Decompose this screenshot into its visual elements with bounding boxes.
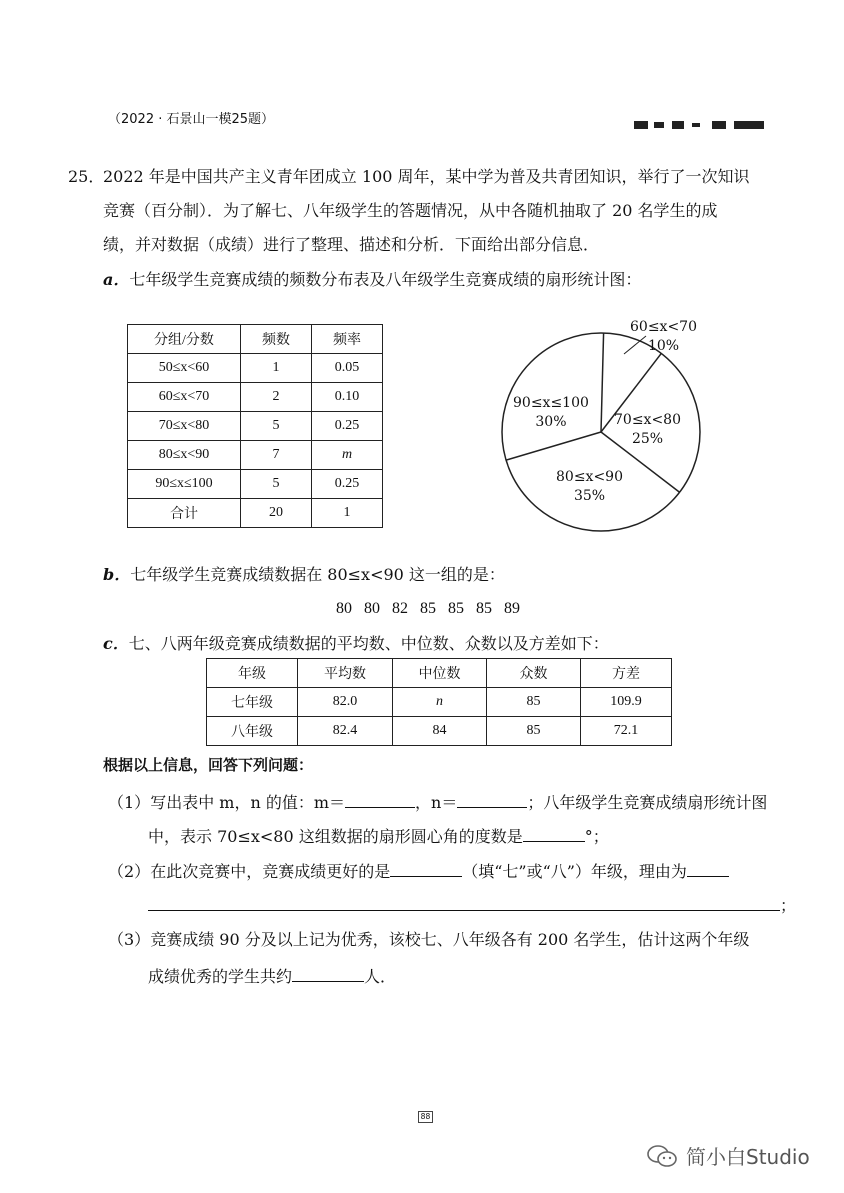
frequency-row [128,383,383,412]
frequency-table-body [128,354,383,528]
part-a-label: a． [103,270,130,289]
statistics-cell: 84 [393,717,487,746]
slice-pct-70-80: 25% [631,431,664,447]
statistics-row [207,717,672,746]
part-b-data: 80 80 82 85 85 85 89 [336,600,520,617]
q3-text-a: 竞赛成绩 90 分及以上记为优秀，该校七、八年级各有 200 名学生，估计这两个年级 [150,930,750,949]
intro-line-3: 绩，并对数据（成绩）进行了整理、描述和分析．下面给出部分信息． [103,235,600,254]
frequency-header-cell: 频数 [241,325,312,354]
statistics-header-cell: 平均数 [298,659,393,688]
q2-reason-blank[interactable] [148,894,780,911]
slice-label-90-100 [513,394,589,432]
slice-pct-60-70: 10% [647,338,680,354]
frequency-cell: 5 [241,412,312,441]
frequency-cell: 60≤x<70 [128,383,241,412]
q1-text-a: 写出表中 m，n 的值：m＝ [150,793,346,812]
slice-label-80-90 [556,468,623,506]
q2-end: ； [780,896,797,915]
slice-range-60-70: 60≤x<70 [630,319,697,335]
q2-number: （2） [108,862,151,881]
q3-text-c: 人． [364,967,397,986]
statistics-cell: 72.1 [581,717,672,746]
frequency-cell: 0.25 [312,412,383,441]
q1-text-b: ，n＝ [415,793,458,812]
q1-text-e: °； [584,827,609,846]
frequency-cell: 1 [312,499,383,528]
watermark-text: 简小白Studio [686,1145,810,1169]
answer-prompt: 根据以上信息，回答下列问题： [103,756,314,774]
part-c-label: c． [103,634,129,653]
statistics-cell: 82.4 [298,717,393,746]
q2-reason-blank-start[interactable] [687,860,729,877]
cropped-header-mark [634,116,768,128]
frequency-cell: 90≤x≤100 [128,470,241,499]
page-number: 88 [418,1111,433,1123]
frequency-cell: 70≤x<80 [128,412,241,441]
slice-leader-line [620,334,650,356]
statistics-cell: 109.9 [581,688,672,717]
frequency-cell: 20 [241,499,312,528]
frequency-cell: 0.25 [312,470,383,499]
part-a-text: 七年级学生竞赛成绩的频数分布表及八年级学生竞赛成绩的扇形统计图： [129,270,642,289]
slice-pct-90-100: 30% [535,414,567,430]
q1-n-blank[interactable] [457,791,527,808]
frequency-cell: 合计 [128,499,241,528]
frequency-row [128,354,383,383]
statistics-row [207,688,672,717]
frequency-cell: 1 [241,354,312,383]
watermark [646,1141,810,1170]
frequency-cell: 0.05 [312,354,383,383]
statistics-table-body [207,688,672,746]
pie-slice-boundary [506,432,601,460]
question-1-cont [148,825,609,847]
slice-range-80-90: 80≤x<90 [556,469,623,485]
q1-text-c: ；八年级学生竞赛成绩扇形统计图 [527,793,768,812]
slice-pct-80-90: 35% [573,488,606,504]
statistics-cell: n [393,688,487,717]
frequency-row [128,499,383,528]
q2-text-b: （填“七”或“八”）年级，理由为 [462,862,687,881]
statistics-table-header [207,659,672,688]
statistics-header-cell: 众数 [487,659,581,688]
question-1 [108,791,767,813]
q1-text-d: 中，表示 70≤x<80 这组数据的扇形圆心角的度数是 [148,827,523,846]
frequency-row [128,441,383,470]
frequency-header-cell: 分组/分数 [128,325,241,354]
statistics-cell: 85 [487,688,581,717]
question-3 [108,930,749,950]
statistics-table [206,658,672,746]
pie-slice-boundary [601,333,604,432]
part-c-text: 七、八两年级竞赛成绩数据的平均数、中位数、众数以及方差如下： [128,634,609,653]
slice-range-90-100: 90≤x≤100 [513,395,589,411]
frequency-table [127,324,383,528]
frequency-cell: 5 [241,470,312,499]
q2-grade-blank[interactable] [390,860,462,877]
q3-number: （3） [108,930,151,949]
statistics-cell: 八年级 [207,717,298,746]
slice-label-70-80 [614,411,681,449]
statistics-cell: 七年级 [207,688,298,717]
frequency-cell: 0.10 [312,383,383,412]
problem-source: （2022 · 石景山一模25题） [108,112,275,127]
intro-line-2: 竞赛（百分制）．为了解七、八年级学生的答题情况，从中各随机抽取了 20 名学生的成 [103,201,718,220]
question-2-cont [148,894,796,916]
part-a [103,270,641,290]
statistics-header-cell: 方差 [581,659,672,688]
frequency-row [128,470,383,499]
frequency-cell: 50≤x<60 [128,354,241,383]
frequency-cell: 2 [241,383,312,412]
part-b [103,565,505,585]
wechat-icon [646,1143,678,1169]
slice-range-70-80: 70≤x<80 [614,412,681,428]
part-b-label: b． [103,565,131,584]
q1-angle-blank[interactable] [523,825,585,842]
frequency-table-header [128,325,383,354]
q3-count-blank[interactable] [292,965,364,982]
q1-m-blank[interactable] [345,791,415,808]
part-b-text: 七年级学生竞赛成绩数据在 80≤x<90 这一组的是： [130,565,505,584]
question-3-cont [148,965,396,987]
frequency-cell: m [312,441,383,470]
q2-text-a: 在此次竞赛中，竞赛成绩更好的是 [150,862,391,881]
problem-number: 25． [68,167,105,186]
frequency-header-cell: 频率 [312,325,383,354]
statistics-header-cell: 年级 [207,659,298,688]
q3-text-b: 成绩优秀的学生共约 [148,967,293,986]
question-2 [108,860,729,882]
statistics-cell: 85 [487,717,581,746]
part-c [103,634,609,654]
frequency-cell: 80≤x<90 [128,441,241,470]
frequency-cell: 7 [241,441,312,470]
statistics-header-cell: 中位数 [393,659,487,688]
frequency-row [128,412,383,441]
intro-line-1: 2022 年是中国共产主义青年团成立 100 周年，某中学为普及共青团知识，举行了一次知识 [103,167,750,186]
q1-number: （1） [108,793,151,812]
statistics-cell: 82.0 [298,688,393,717]
